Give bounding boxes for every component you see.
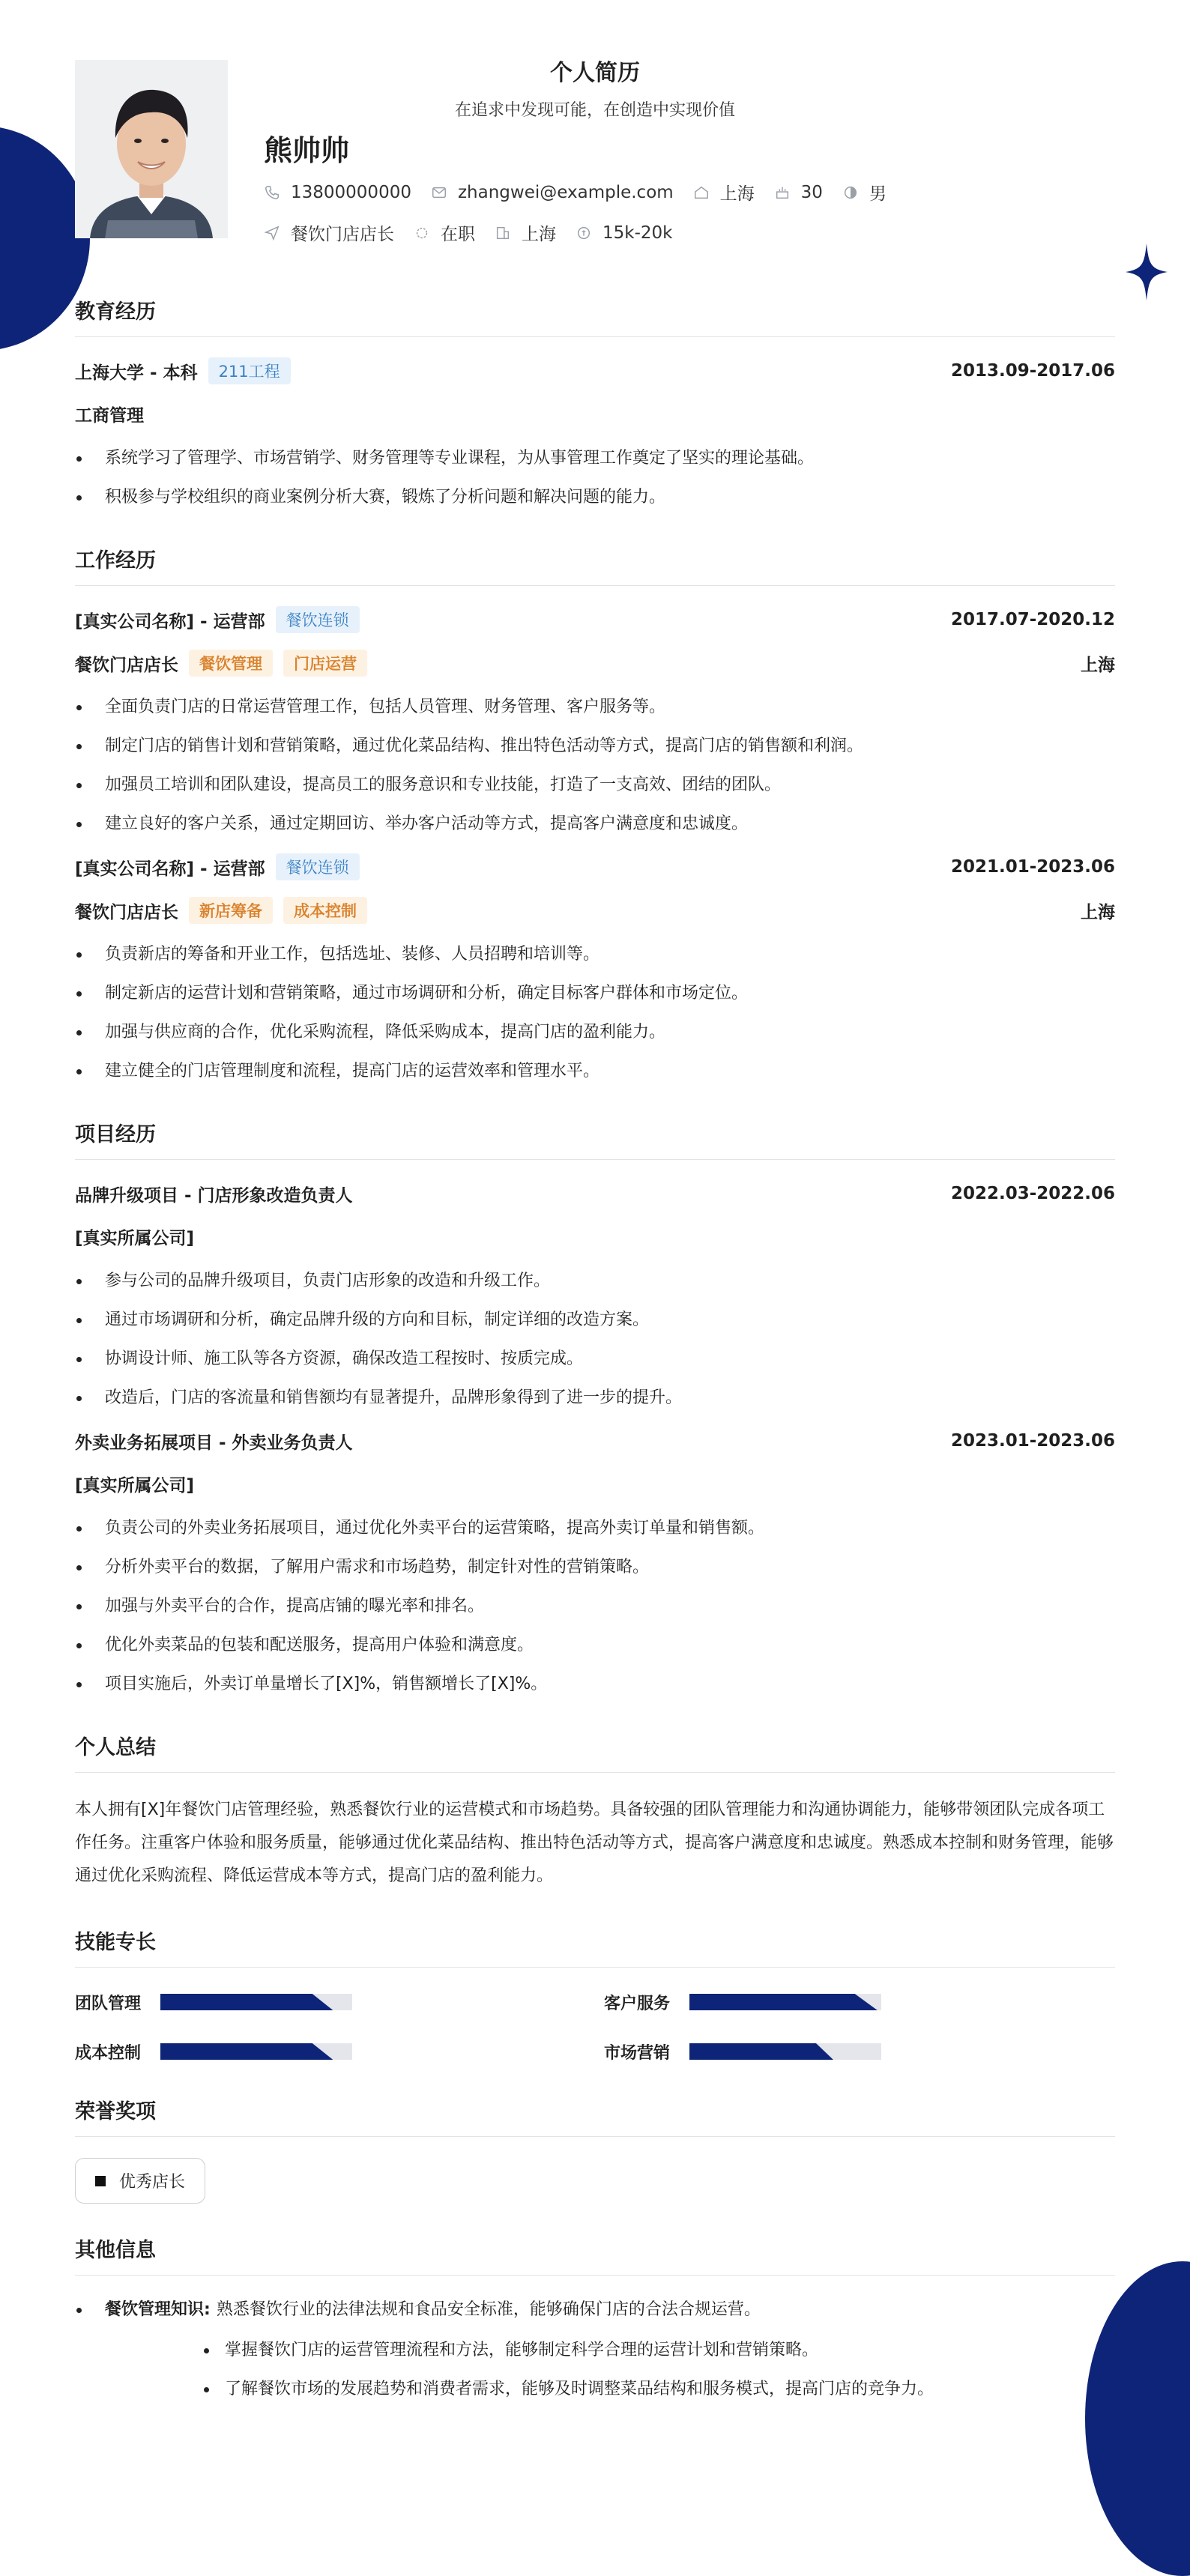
skills-section xyxy=(75,1926,1115,2065)
work-section xyxy=(75,544,1115,1085)
project-row xyxy=(75,1181,1115,1206)
other-label: 餐饮管理知识: xyxy=(105,2300,211,2319)
list-item: 负责公司的外卖业务拓展项目，通过优化外卖平台的运营策略，提高外卖订单量和销售额。 xyxy=(105,1515,1115,1542)
resume-header xyxy=(75,0,1115,300)
work-company-row xyxy=(75,607,1115,632)
project-bullets xyxy=(75,1515,1115,1698)
list-item: 掌握餐饮门店的运营管理流程和方法，能够制定科学合理的运营计划和营销策略。 xyxy=(225,2337,1115,2364)
education-bullets xyxy=(75,445,1115,511)
location-text: 上海 xyxy=(719,184,755,204)
project-period: 2022.03-2022.06 xyxy=(950,1184,1115,1203)
work-position-row xyxy=(75,898,1115,923)
phone-item xyxy=(264,183,411,202)
award-badge xyxy=(75,2158,205,2204)
gender-text: 男 xyxy=(869,184,887,204)
list-item: 加强与外卖平台的合作，提高店铺的曝光率和排名。 xyxy=(105,1593,1115,1620)
skill-name: 团队管理 xyxy=(75,1994,142,2013)
honors-section xyxy=(75,2095,1115,2204)
email-address: zhangwei@example.com xyxy=(457,182,674,202)
work-item xyxy=(75,607,1115,838)
other-section xyxy=(75,2234,1115,2403)
project-name: 品牌升级项目 - 门店形象改造负责人 xyxy=(75,1185,353,1206)
list-item: 优化外卖菜品的包装和配送服务，提高用户体验和满意度。 xyxy=(105,1632,1115,1659)
skill-tag: 餐饮管理 xyxy=(189,650,273,677)
education-section xyxy=(75,295,1115,511)
skills-grid xyxy=(75,1989,1115,2065)
other-text: 熟悉餐饮行业的法律法规和食品安全标准，能够确保门店的合法合规运营。 xyxy=(216,2300,761,2319)
project-company: [真实所属公司] xyxy=(75,1476,195,1496)
skill-item xyxy=(604,1989,1115,2016)
other-bullets xyxy=(75,2297,1115,2323)
work-period: 2017.07-2020.12 xyxy=(950,610,1115,629)
home-icon xyxy=(693,184,710,201)
phone-icon xyxy=(264,184,280,201)
target-job-item xyxy=(264,220,394,245)
list-item: 系统学习了管理学、市场营销学、财务管理等专业课程，为从事管理工作奠定了坚实的理论基础。 xyxy=(105,445,1115,472)
work-company-row xyxy=(75,854,1115,880)
gender-icon xyxy=(842,184,859,201)
list-item: 制定门店的销售计划和营销策略，通过优化菜品结构、推出特色活动等方式，提高门店的销售额和利润。 xyxy=(105,733,1115,760)
summary-text: 本人拥有[X]年餐饮门店管理经验，熟悉餐饮行业的运营模式和市场趋势。具备较强的团队管理能力和沟通协调能力，能够带领团队完成各项工作任务。注重客户体验和服务质量，能够通过优化菜品结构、推出特色活动等方式，提高客户满意度和忠诚度。熟悉成本控制和财务管理，能够通过优化采购流程、降低运营成本等方式，提高门店的盈利能力。 xyxy=(75,1801,1114,1885)
coin-icon xyxy=(576,225,592,241)
education-row xyxy=(75,358,1115,384)
company-name: [真实公司名称] - 运营部 xyxy=(75,859,265,879)
candidate-name: 熊帅帅 xyxy=(264,134,350,167)
section-title: 荣誉奖项 xyxy=(75,2095,1115,2137)
list-item: 参与公司的品牌升级项目，负责门店形象的改造和升级工作。 xyxy=(105,1268,1115,1295)
skill-item xyxy=(604,2038,1115,2065)
award-square-icon xyxy=(95,2176,106,2186)
list-item: 项目实施后，外卖订单量增长了[X]%，销售额增长了[X]%。 xyxy=(105,1671,1115,1698)
list-item: 负责新店的筹备和开业工作，包括选址、装修、人员招聘和培训等。 xyxy=(105,941,1115,968)
project-name: 外卖业务拓展项目 - 外卖业务负责人 xyxy=(75,1433,353,1453)
project-bullets xyxy=(75,1268,1115,1412)
skill-bar-fill xyxy=(160,2043,333,2060)
company-name: [真实公司名称] - 运营部 xyxy=(75,611,265,632)
resume-title: 个人简历 xyxy=(550,60,640,86)
status-text: 在职 xyxy=(441,225,475,244)
project-company: [真实所属公司] xyxy=(75,1229,195,1248)
list-item: 通过市场调研和分析，确定品牌升级的方向和目标，制定详细的改造方案。 xyxy=(105,1307,1115,1334)
work-bullets xyxy=(75,941,1115,1085)
section-title: 教育经历 xyxy=(75,295,1115,337)
section-title: 其他信息 xyxy=(75,2234,1115,2276)
section-title: 项目经历 xyxy=(75,1118,1115,1160)
major-name: 工商管理 xyxy=(75,406,144,426)
list-item: 建立良好的客户关系，通过定期回访、举办客户活动等方式，提高客户满意度和忠诚度。 xyxy=(105,811,1115,838)
phone-number: 13800000000 xyxy=(291,182,411,202)
skill-bar-fill xyxy=(689,2043,833,2060)
status-item xyxy=(414,220,475,245)
project-period: 2023.01-2023.06 xyxy=(950,1431,1115,1451)
list-item: 加强与供应商的合作，优化采购流程，降低采购成本，提高门店的盈利能力。 xyxy=(105,1019,1115,1046)
sparkle-star-icon xyxy=(1126,244,1168,300)
gender-item xyxy=(842,180,887,205)
skill-bar-fill xyxy=(160,1994,333,2010)
skill-item xyxy=(75,2038,604,2065)
industry-tag: 餐饮连锁 xyxy=(276,853,360,880)
skill-bar-fill xyxy=(689,1994,878,2010)
skill-tag: 门店运营 xyxy=(283,650,367,677)
status-icon xyxy=(414,225,430,241)
summary-section xyxy=(75,1731,1115,1893)
skill-tag: 成本控制 xyxy=(283,897,367,924)
projects-section xyxy=(75,1118,1115,1698)
work-city: 上海 xyxy=(1081,902,1115,922)
skill-name: 客户服务 xyxy=(604,1994,671,2013)
cake-icon xyxy=(774,184,791,201)
salary-text: 15k-20k xyxy=(602,223,673,243)
email-item xyxy=(431,183,674,202)
industry-tag: 餐饮连锁 xyxy=(276,606,360,633)
skill-bar xyxy=(689,1994,881,2010)
work-position-row xyxy=(75,650,1115,676)
target-city-item xyxy=(495,220,556,245)
target-city-text: 上海 xyxy=(522,225,556,244)
section-title: 技能专长 xyxy=(75,1926,1115,1968)
list-item: 全面负责门店的日常运营管理工作，包括人员管理、财务管理、客户服务等。 xyxy=(105,694,1115,721)
position-name: 餐饮门店店长 xyxy=(75,655,178,675)
list-item: 改造后，门店的客流量和销售额均有显著提升，品牌形象得到了进一步的提升。 xyxy=(105,1385,1115,1412)
school-name: 上海大学 - 本科 xyxy=(75,363,198,383)
skill-name: 市场营销 xyxy=(604,2043,671,2063)
project-item xyxy=(75,1428,1115,1698)
salary-item xyxy=(576,223,672,243)
other-sub-bullets xyxy=(75,2337,1115,2403)
building-icon xyxy=(495,225,511,241)
project-row xyxy=(75,1428,1115,1454)
list-item: 分析外卖平台的数据，了解用户需求和市场趋势，制定针对性的营销策略。 xyxy=(105,1554,1115,1581)
skill-name: 成本控制 xyxy=(75,2043,142,2063)
age-text: 30 xyxy=(800,182,823,202)
section-title: 个人总结 xyxy=(75,1731,1115,1773)
age-item xyxy=(774,183,823,202)
skill-bar xyxy=(160,1994,352,2010)
skill-bar xyxy=(689,2043,881,2060)
project-item xyxy=(75,1181,1115,1412)
work-bullets xyxy=(75,694,1115,838)
list-item: 制定新店的运营计划和营销策略，通过市场调研和分析，确定目标客户群体和市场定位。 xyxy=(105,980,1115,1007)
education-period: 2013.09-2017.06 xyxy=(950,361,1115,381)
work-item xyxy=(75,854,1115,1085)
list-item: 积极参与学校组织的商业案例分析大赛，锻炼了分析问题和解决问题的能力。 xyxy=(105,484,1115,511)
school-tag: 211工程 xyxy=(208,357,291,384)
location-item xyxy=(693,180,755,205)
resume-slogan: 在追求中发现可能，在创造中实现价值 xyxy=(454,101,735,120)
work-city: 上海 xyxy=(1081,655,1115,675)
contact-row xyxy=(264,180,906,205)
skill-tag: 新店筹备 xyxy=(189,897,273,924)
work-period: 2021.01-2023.06 xyxy=(950,857,1115,877)
target-job-text: 餐饮门店店长 xyxy=(291,225,394,244)
section-title: 工作经历 xyxy=(75,544,1115,586)
skill-item xyxy=(75,1989,604,2016)
send-icon xyxy=(264,225,280,241)
resume-page xyxy=(75,0,1115,2415)
award-name: 优秀店长 xyxy=(119,2173,186,2192)
list-item: 加强员工培训和团队建设，提高员工的服务意识和专业技能，打造了一支高效、团结的团队。 xyxy=(105,772,1115,799)
mail-icon xyxy=(431,184,447,201)
list-item: 协调设计师、施工队等各方资源，确保改造工程按时、按质完成。 xyxy=(105,1346,1115,1373)
position-name: 餐饮门店店长 xyxy=(75,902,178,922)
job-intent-row xyxy=(264,220,692,245)
list-item: 建立健全的门店管理制度和流程，提高门店的运营效率和管理水平。 xyxy=(105,1058,1115,1085)
list-item: 了解餐饮市场的发展趋势和消费者需求，能够及时调整菜品结构和服务模式，提高门店的竞争力。 xyxy=(225,2376,1115,2403)
skill-bar xyxy=(160,2043,352,2060)
list-item xyxy=(105,2297,1115,2323)
